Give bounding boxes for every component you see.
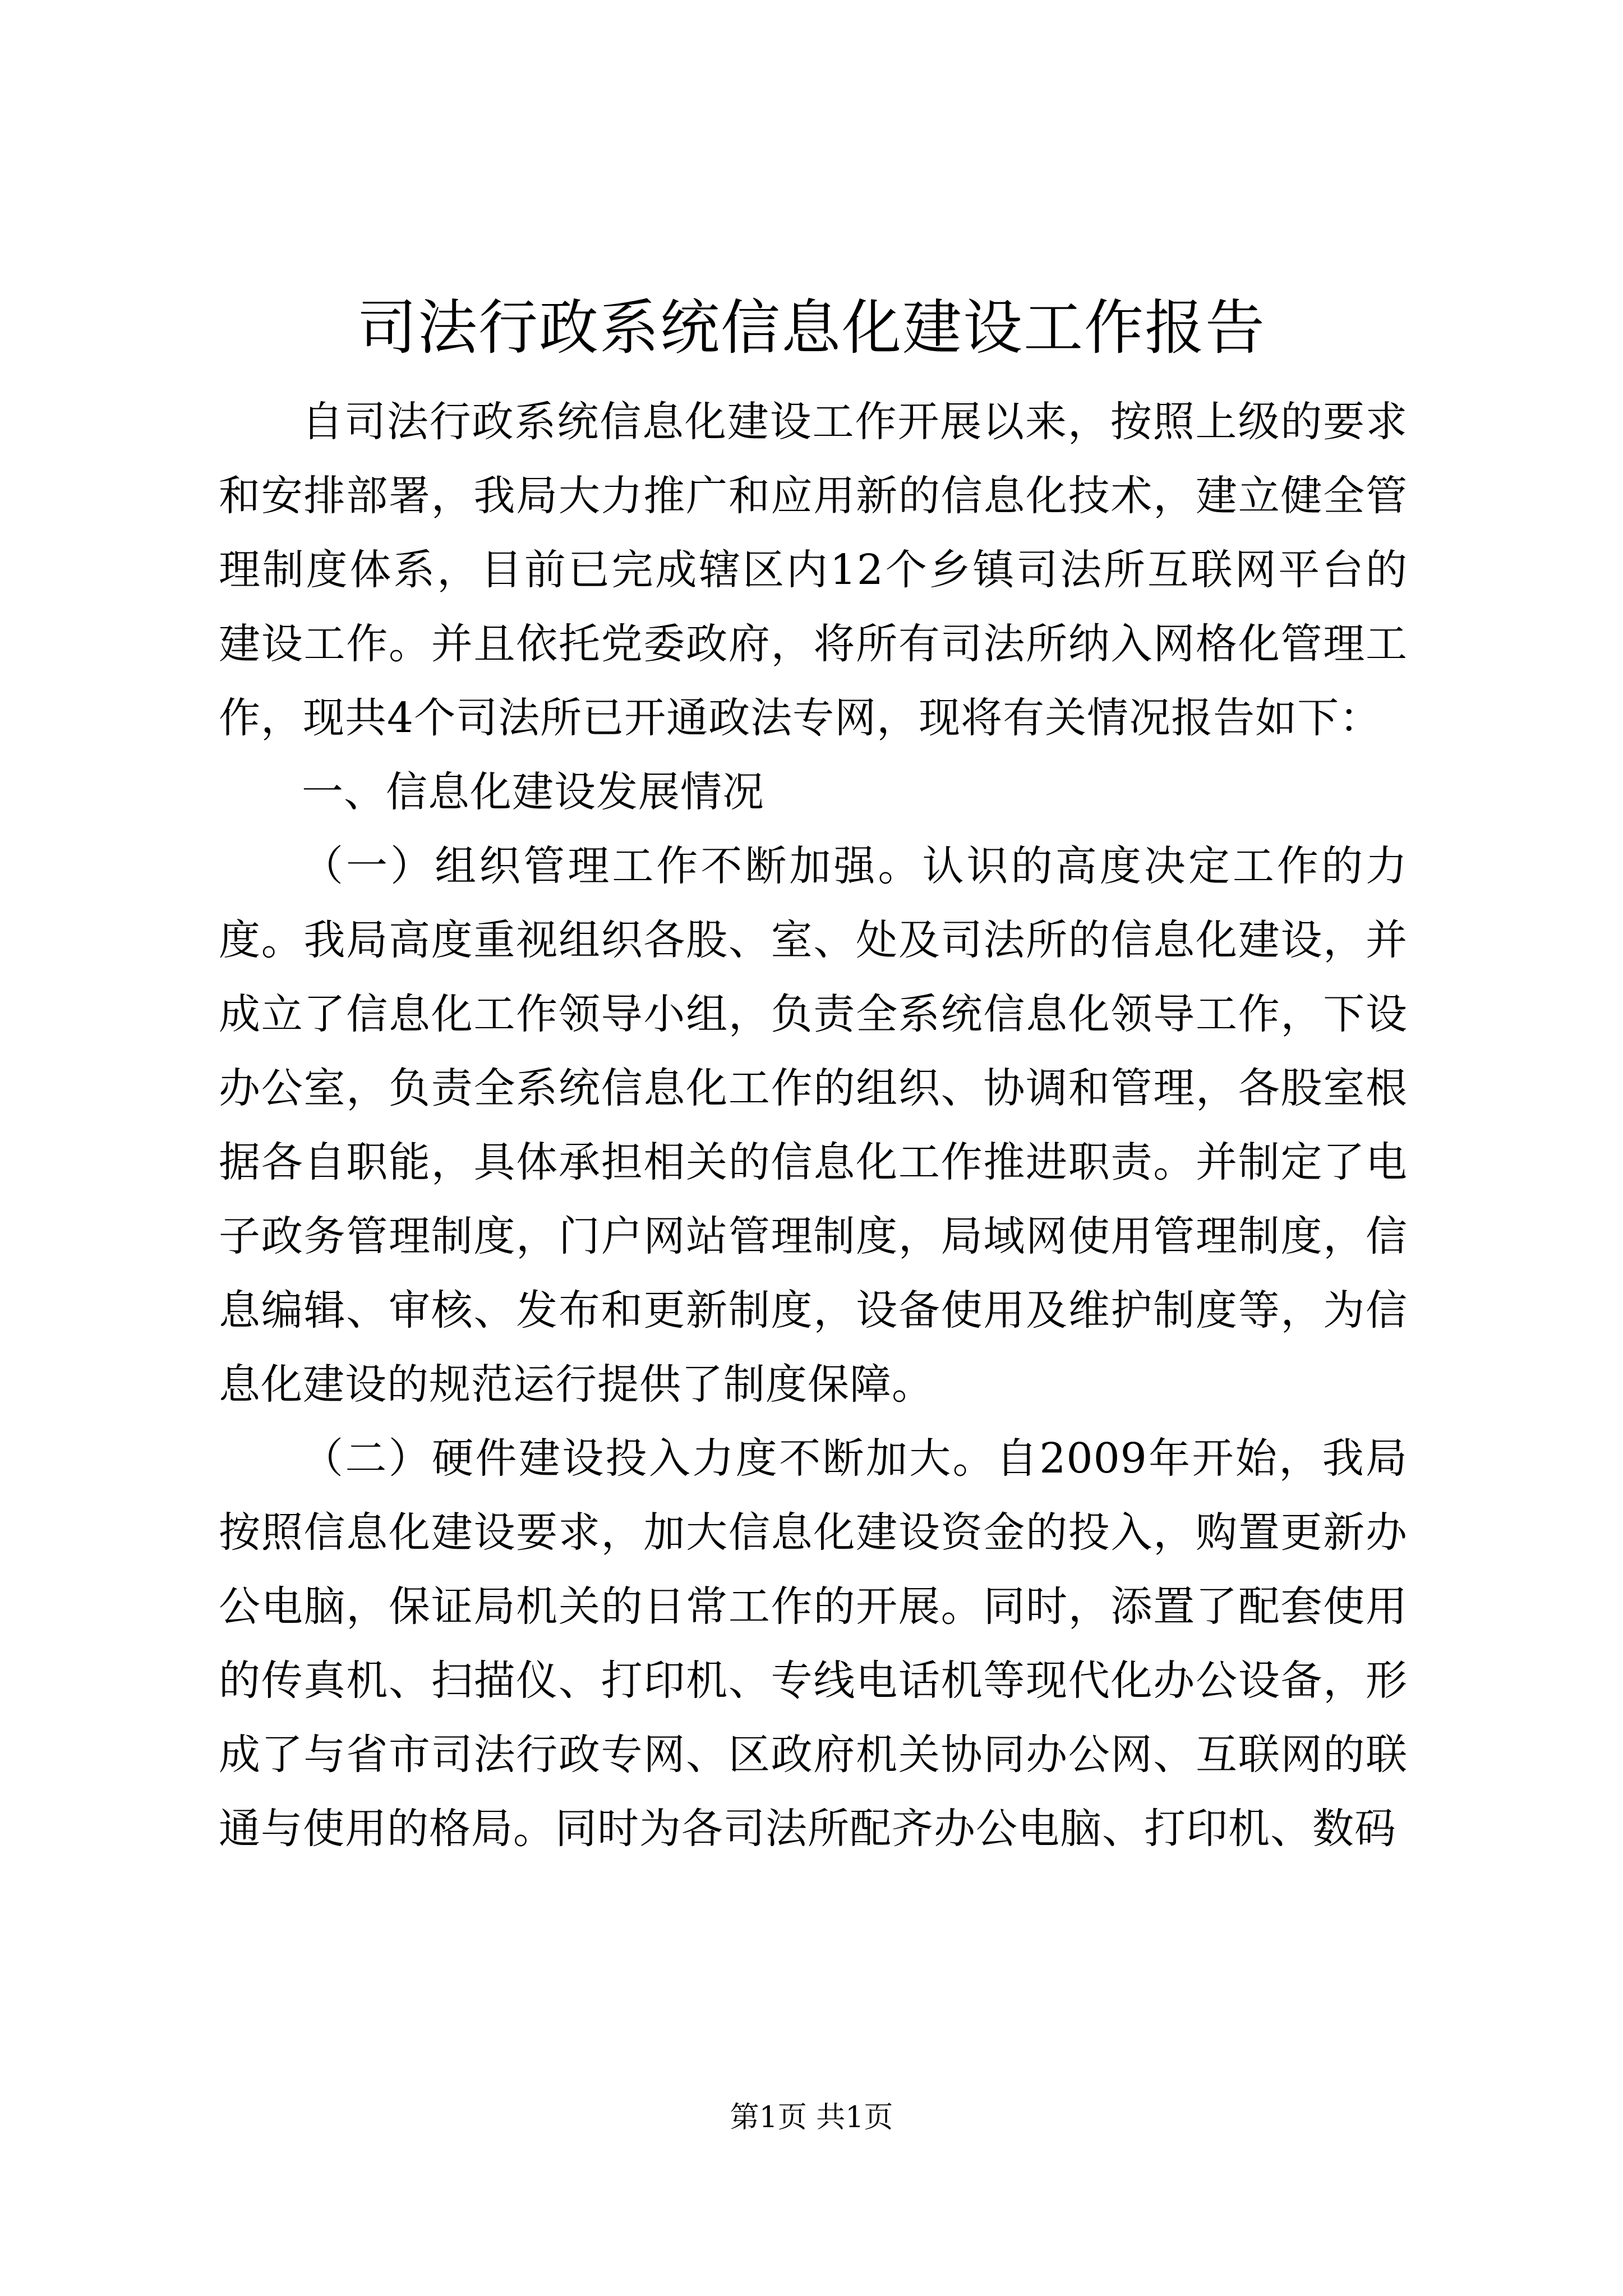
document-body [219, 385, 1408, 1866]
section-heading: 一、信息化建设发展情况 [302, 768, 764, 816]
paragraph-organization: （一）组织管理工作不断加强。认识的高度决定工作的力度。我局高度重视组织各股、室、处及司法所的信息化建设，并成立了信息化工作领导小组，负责全系统信息化领导工作，下设办公室，负责全系统信息化工作的组织、协调和管理，各股室根据各自职能，具体承担相关的信息化工作推进职责。并制定了电子政务管理制度，门户网站管理制度，局域网使用管理制度，信息编辑、审核、发布和更新制度，设备使用及维护制度等，为信息化建设的规范运行提供了制度保障。 [219, 842, 1408, 1409]
document-title: 司法行政系统信息化建设工作报告 [357, 293, 1266, 362]
paragraph-hardware: （二）硬件建设投入力度不断加大。自2009年开始，我局按照信息化建设要求，加大信息化建设资金的投入，购置更新办公电脑，保证局机关的日常工作的开展。同时，添置了配套使用的传真机、扫描仪、打印机、专线电话机等现代化办公设备，形成了与省市司法行政专网、区政府机关协同办公网、互联网的联通与使用的格局。同时为各司法所配齐办公电脑、打印机、数码 [219, 1434, 1408, 1853]
page-number-footer: 第1页 共1页 [730, 2101, 893, 2134]
intro-paragraph: 自司法行政系统信息化建设工作开展以来，按照上级的要求和安排部署，我局大力推广和应用新的信息化技术，建立健全管理制度体系，目前已完成辖区内12个乡镇司法所互联网平台的建设工作。并且依托党委政府，将所有司法所纳入网格化管理工作，现共4个司法所已开通政法专网，现将有关情况报告如下： [219, 398, 1408, 742]
